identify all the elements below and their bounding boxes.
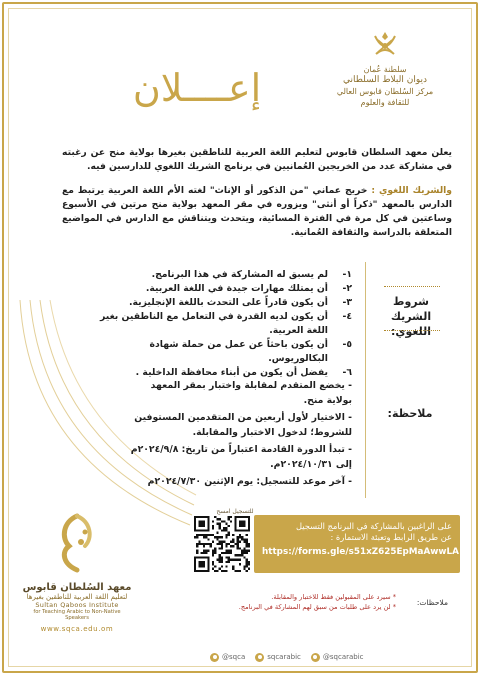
conditions-title: شروط الشريك اللغوي: <box>390 295 432 338</box>
org-center: مركز السُلطان قابوس العالي للثقافة والعلوم <box>336 87 434 107</box>
list-item: ٥- أن يكون باحثاً عن عمل من حملة شهادة البكالوريوس. <box>149 339 352 364</box>
instagram-icon <box>210 653 219 662</box>
notes-list <box>130 378 352 491</box>
qr-code-icon[interactable] <box>194 516 250 572</box>
list-item: * لن يرد على طلبات من سبق لهم المشاركة في البرنامج. <box>238 603 396 611</box>
header-logo <box>325 28 445 108</box>
list-item: ٤- أن يكون لديه القدرة في التعامل مع الناطقين بغير اللغة العربية. <box>99 311 352 336</box>
vertical-divider <box>365 262 366 498</box>
list-item: - الاختيار لأول أربعين من المتقدمين المستوفين للشروط؛ لدخول الاختبار والمقابلة. <box>134 412 352 438</box>
small-notes-title: ملاحظات: <box>416 598 448 607</box>
oman-emblem-icon <box>368 28 402 62</box>
org-diwan: ديوان البلاط السلطاني <box>342 75 428 85</box>
list-item: ٦- يفضل أن يكون من أبناء محافظة الداخلية . <box>135 367 352 378</box>
institute-brand <box>22 512 132 633</box>
list-item: * سيرد على المقبولين فقط للاختبار والمقابلة. <box>271 593 396 601</box>
social-instagram[interactable]: @sqca <box>210 653 245 662</box>
qr-caption: للتسجيل امسح <box>216 508 254 515</box>
list-item: - يخضع المتقدم لمقابلة واختبار بمقر المعهد بولاية منح. <box>150 380 352 406</box>
brand-name-ar: معهد السُلطان قابوس <box>22 582 132 593</box>
list-item: - تبدأ الدورة القادمة اعتباراً من تاريخ: ٢٠٢٤/٩/٨م إلى ٢٠٢٤/١٠/٣١م. <box>130 444 352 470</box>
register-box <box>254 515 460 573</box>
social-x[interactable]: sqcarabic <box>255 653 301 662</box>
brand-url[interactable]: www.sqca.edu.om <box>40 625 114 633</box>
social-youtube[interactable]: @sqcarabic <box>311 653 364 662</box>
list-item: ٢- أن يمتلك مهارات جيدة في اللغة العربية. <box>145 283 352 294</box>
list-item: - آخر موعد للتسجيل: يوم الإثنين ٢٠٢٤/٧/٣٠م <box>147 476 352 487</box>
register-line1: على الراغبين بالمشاركة في البرنامج التسجيل <box>296 521 452 531</box>
x-icon <box>255 653 264 662</box>
notes-title: ملاحظة: <box>387 407 433 420</box>
register-line2: عن طريق الرابط وتعبئة الاستمارة : <box>330 532 452 542</box>
brand-name-en: Sultan Qaboos Institute <box>35 601 119 609</box>
list-item: ١- لم يسبق له المشاركة في هذا البرنامج. <box>151 269 352 280</box>
brand-sub-ar: لتعليم اللغة العربية للناطقين بغيرها <box>26 593 128 601</box>
social-footer <box>210 650 460 664</box>
list-item: ٣- أن يكون قادراً على التحدث باللغة الإنجليزية. <box>128 297 352 308</box>
conditions-list <box>90 268 352 380</box>
section-divider <box>384 330 440 331</box>
small-notes-list <box>196 592 396 612</box>
section-divider <box>384 286 440 287</box>
brand-sub-en: for Teaching Arabic to Non-Native Speakers <box>33 609 121 621</box>
partner-definition-body: خريج عماني "من الذكور أو الإناث" لغته الأم اللغة العربية يرتبط مع الدارس بالمعهد "ذكراً أو أنثى" ويزوره في مقر المعهد بولاية منح مرتين في الأسبوع وساعتين في كل مرة في الفترة المسائية، ويتحدث ويتناقش مع الدارس في المواضيع المتعلقة بالدراسة والثقافة العُمانية. <box>62 185 452 238</box>
youtube-icon <box>311 653 320 662</box>
partner-definition <box>62 184 452 240</box>
intro-paragraph: يعلن معهد السلطان قابوس لتعليم اللغة العربية للناطقين بغيرها بولاية منح عن رغبته في مشاركة عدد من الخريجين العُمانيين في برنامج الشريك اللغوي للدارسين فيه. <box>62 147 452 172</box>
announcement-title: إعــــلان <box>132 66 262 110</box>
org-country: سلطنة عُمان <box>363 65 407 74</box>
partner-definition-label: والشريك اللغوي : <box>371 185 453 196</box>
register-link[interactable]: https://forms.gle/s51xZ625EpMaAwwLA <box>262 547 459 557</box>
institute-logo-icon <box>55 512 99 574</box>
